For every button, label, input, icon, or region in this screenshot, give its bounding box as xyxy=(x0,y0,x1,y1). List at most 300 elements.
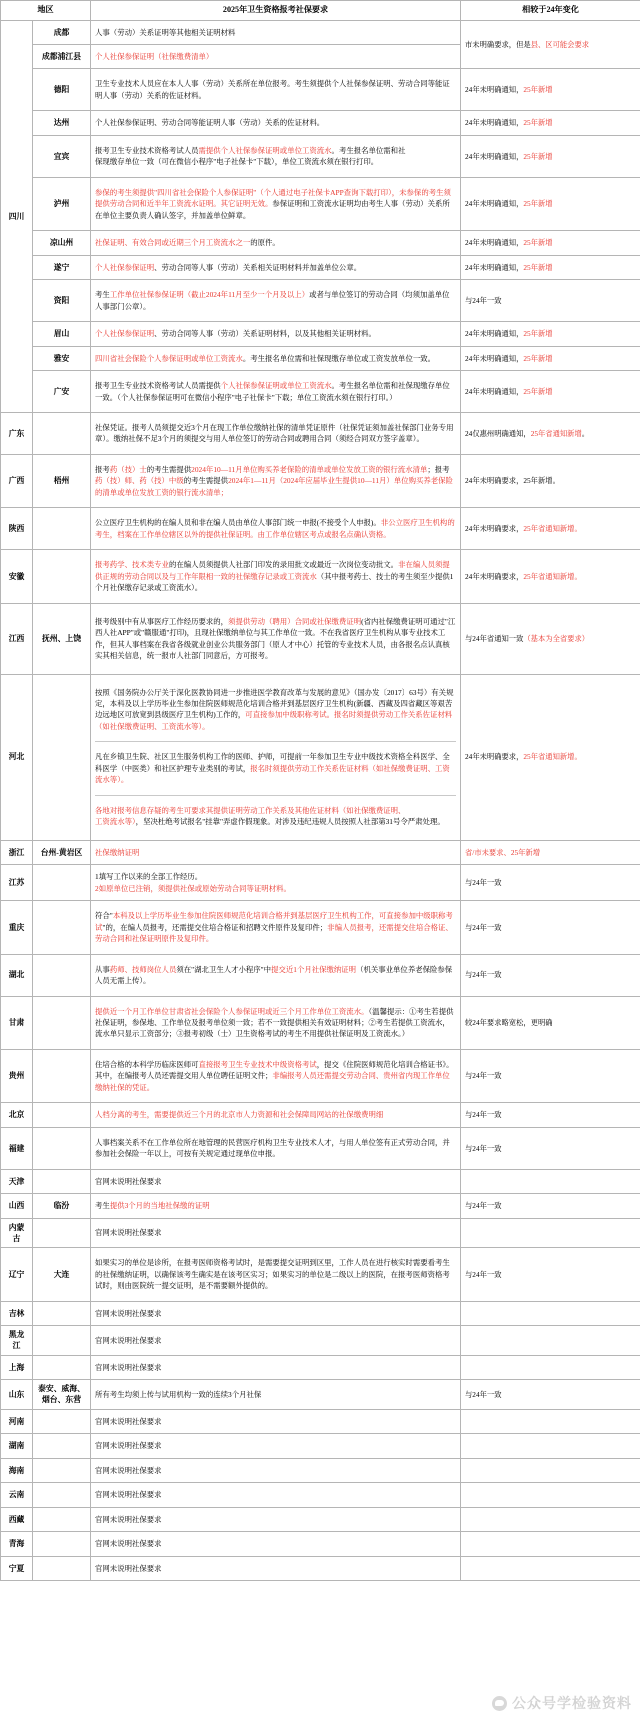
change-cell xyxy=(461,1507,640,1531)
table-row xyxy=(1,231,640,255)
city-cell xyxy=(33,1409,91,1433)
text-run: 与24年一致 xyxy=(465,1143,502,1153)
table-row xyxy=(1,322,640,346)
text-run: 需提供个人社保参保证明或单位工资流水 xyxy=(198,145,332,155)
change-cell xyxy=(461,954,640,996)
requirement-cell xyxy=(91,1409,461,1433)
text-run: 24年未明确通知， xyxy=(465,199,524,209)
requirement-text xyxy=(95,1251,456,1297)
city-cell xyxy=(33,1434,91,1458)
table-row xyxy=(1,1326,640,1356)
change-cell xyxy=(461,996,640,1049)
text-run: 人事档案关系不在工作单位所在地管理的民营医疗机构卫生专业技术人才，与用人单位签有正式劳动合同，并参加社会保险一年以上，可按有关规定通过现单位申报。 xyxy=(95,1137,450,1159)
city-cell xyxy=(33,1483,91,1507)
province-cell: 上海 xyxy=(1,1355,33,1379)
text-run: 工资流水等） xyxy=(95,817,136,827)
text-run: 四川省社会保险个人参保证明或单位工资流水 xyxy=(95,353,243,363)
city-cell xyxy=(33,508,91,550)
text-run: 25年新增 xyxy=(523,85,553,95)
text-run: 卫生专业技术人员应在本人人事（劳动）关系所在单位报考。考生须提供个人社保参保证明、劳动合同等能证明人事（劳动）关系的佐证材料。 xyxy=(95,79,450,100)
text-run: （机关事业单位养老保险参保人员无需上传）。 xyxy=(95,964,453,986)
table-row xyxy=(1,1103,640,1127)
requirement-text xyxy=(95,1511,456,1528)
text-run: 提交近1个月社保缴纳证明 xyxy=(271,964,357,974)
requirement-cell xyxy=(91,177,461,230)
table-row xyxy=(1,1218,640,1248)
change-cell xyxy=(461,135,640,177)
text-run: 药（技）师、药（技）中级 xyxy=(95,476,184,486)
text-run: 按照《国务院办公厅关于深化医教协同进一步推进医学教育改革与发展的意见》（国办发〔2017〕63号）有关规定，本科及以上学历毕业生参加住院医师规范化培训合格并到基层医疗卫生机构(新疆、西藏及四省藏区等艰苦边远地区可放宽到县级医疗卫生机构)工作的， xyxy=(95,687,454,720)
table-row xyxy=(1,69,640,111)
city-cell: 凉山州 xyxy=(33,231,91,255)
city-cell: 达州 xyxy=(33,111,91,135)
requirement-text xyxy=(95,1131,456,1166)
province-cell: 浙江 xyxy=(1,840,33,864)
city-cell: 梧州 xyxy=(33,454,91,507)
text-run: 官网未说明社保要求 xyxy=(95,1490,162,1500)
requirement-cell xyxy=(91,1434,461,1458)
text-run: 符合" xyxy=(95,911,113,921)
table-row xyxy=(1,280,640,322)
text-run: 或者与单位签订的劳动合同（均须加盖单位人事部门公章）。 xyxy=(95,290,450,311)
requirement-cell xyxy=(91,45,461,69)
requirement-text xyxy=(95,416,456,451)
text-run: 提供3个月的当地社保缴的证明 xyxy=(109,1201,210,1211)
requirement-cell xyxy=(91,1127,461,1169)
text-run: 人事（劳动）关系证明等其他相关证明材料 xyxy=(95,27,236,37)
city-cell xyxy=(33,1326,91,1356)
requirement-cell xyxy=(91,1556,461,1580)
city-cell xyxy=(33,996,91,1049)
requirement-cell xyxy=(91,371,461,413)
change-cell xyxy=(461,1301,640,1325)
province-cell: 黑龙江 xyxy=(1,1326,33,1356)
text-run: 报考 xyxy=(95,464,110,474)
requirement-cell xyxy=(91,255,461,279)
text-run: 1填写工作以来的全部工作经历。 xyxy=(95,872,203,882)
text-run: 的在编人员须提供人社部门印发的录用批文或最近一次岗位变动批文。 xyxy=(168,560,399,570)
requirement-text xyxy=(95,283,456,318)
text-run: 药师、技师岗位人员 xyxy=(109,964,177,974)
text-run: 考生 xyxy=(95,1201,110,1211)
change-cell xyxy=(461,1434,640,1458)
text-run: 官网未说明社保要求 xyxy=(95,1362,162,1372)
text-run: 社保证明、有效合同或近期三个月工资流水之一 xyxy=(95,238,251,248)
text-run: 24年未明确通知， xyxy=(465,329,524,339)
table-row xyxy=(1,996,640,1049)
requirement-cell xyxy=(91,901,461,954)
change-cell xyxy=(461,1103,640,1127)
requirement-cell xyxy=(91,550,461,603)
province-cell: 山西 xyxy=(1,1194,33,1218)
city-cell: 遂宁 xyxy=(33,255,91,279)
requirement-text xyxy=(95,1560,456,1577)
text-run: 县、区可能会要求 xyxy=(530,39,590,49)
requirement-cell xyxy=(91,674,461,840)
requirement-text xyxy=(95,844,456,861)
text-run: 25年省通知新增。 xyxy=(523,571,582,581)
text-run: ，提交《住院医师规范化培训合格证书》。其中，在编报考人员还需提交用人单位聘任证明文件； xyxy=(95,1059,454,1081)
text-run: 24年未明确通知， xyxy=(465,262,524,272)
change-cell xyxy=(461,1326,640,1356)
province-cell: 贵州 xyxy=(1,1049,33,1102)
requirement-text xyxy=(95,325,456,342)
column-header-requirement: 2025年卫生资格报考社保要求 xyxy=(91,1,461,21)
requirement-text xyxy=(95,234,456,251)
requirement-cell xyxy=(91,954,461,996)
text-run: 官网未说明社保要求 xyxy=(95,1176,162,1186)
province-cell: 天津 xyxy=(1,1169,33,1193)
text-run: 与24年一致 xyxy=(465,1110,502,1120)
text-run: 25年省通知新增。 xyxy=(523,524,582,534)
province-cell: 安徽 xyxy=(1,550,33,603)
text-run: 官网未说明社保要求 xyxy=(95,1465,162,1475)
text-run: ；报考 xyxy=(427,464,450,474)
province-cell: 青海 xyxy=(1,1532,33,1556)
province-cell: 河北 xyxy=(1,674,33,840)
province-cell: 吉林 xyxy=(1,1301,33,1325)
change-cell xyxy=(461,508,640,550)
city-cell: 德阳 xyxy=(33,69,91,111)
requirement-text xyxy=(95,139,456,174)
requirement-cell xyxy=(91,135,461,177)
text-run: 个人社保参保证明（社保缴费清单） xyxy=(95,52,214,61)
table-row xyxy=(1,1532,640,1556)
text-run: 与24年一致 xyxy=(465,1269,502,1279)
table-header xyxy=(1,1,640,21)
province-cell: 甘肃 xyxy=(1,996,33,1049)
province-cell: 四川 xyxy=(1,20,33,412)
requirement-text xyxy=(95,1413,456,1430)
text-run: (省内社保缴费证明可通过"江西人社APP"或"赣服通"打印)，且现社保缴纳单位与其工作单位一致。不在我省医疗卫生机构从事专业技术工作，但其人事档案在我省各级就业创业公共服务部门（原人才中心）托管的专业技术人员，由各报名点认真核实其相关信息，统一报市人社部门同意后，方可报考。 xyxy=(95,616,456,661)
change-cell xyxy=(461,280,640,322)
province-cell: 广西 xyxy=(1,454,33,507)
table-row xyxy=(1,1355,640,1379)
text-run: 个人社保参保证明 xyxy=(95,262,155,272)
province-cell: 重庆 xyxy=(1,901,33,954)
text-run: 本科及以上学历毕业生参加住院医师规范化培训合格并到基层医疗卫生机构工作，可直接参加中级职称考试 xyxy=(95,911,453,932)
requirement-text xyxy=(95,114,456,131)
change-cell xyxy=(461,346,640,370)
table-row xyxy=(1,1127,640,1169)
text-run: 可直接参加中级职称考试。报名时须提供劳动工作关系佐证材料（如社保缴费证明、工资流水等）。 xyxy=(95,710,453,731)
text-run: 与24年省通知一致 xyxy=(465,633,524,643)
requirement-cell xyxy=(91,1103,461,1127)
text-run: 2024年1—11月（2024年应届毕业生提供10—11月）单位购买养老保险的清单或单位发放工资的银行流水清单； xyxy=(95,476,453,497)
city-cell xyxy=(33,1127,91,1169)
requirement-cell xyxy=(91,346,461,370)
table-row xyxy=(1,1556,640,1580)
text-run: 24年未明确通知， xyxy=(465,85,524,95)
city-cell xyxy=(33,674,91,840)
change-cell xyxy=(461,901,640,954)
change-cell xyxy=(461,840,640,864)
text-run: 报考卫生专业技术资格考试人员 xyxy=(95,145,199,155)
text-run: 直接报考卫生专业技术中级资格考试 xyxy=(198,1059,317,1069)
table-row xyxy=(1,1248,640,1301)
text-run: 参保证明和工资流水证明均由考生人事（劳动）关系所在单位主要负责人确认签字，并加盖单位鲜章。 xyxy=(95,199,450,220)
text-run: 25年新增 xyxy=(523,199,553,209)
change-cell xyxy=(461,1248,640,1301)
change-cell xyxy=(461,1556,640,1580)
city-cell: 雅安 xyxy=(33,346,91,370)
text-run: 官网未说明社保要求 xyxy=(95,1308,162,1318)
city-cell xyxy=(33,865,91,901)
watermark xyxy=(492,1693,632,1713)
city-cell xyxy=(33,954,91,996)
requirement-text xyxy=(95,1359,456,1376)
text-run: 所有考生均须上传与试用机构一致的连续3个月社保 xyxy=(95,1389,262,1399)
requirement-text xyxy=(95,181,456,227)
province-cell: 宁夏 xyxy=(1,1556,33,1580)
change-cell xyxy=(461,1409,640,1433)
text-run: 须在"湖北卫生人才小程序"中 xyxy=(176,964,272,974)
text-run: 25年新增 xyxy=(523,329,553,339)
text-run: 25年新增 xyxy=(523,262,553,272)
requirement-cell xyxy=(91,1458,461,1482)
table-body xyxy=(1,20,640,1581)
text-run: 个人社保参保证明或单位工资流水 xyxy=(220,381,332,391)
text-run: 省/市未要求、25年新增 xyxy=(465,847,541,857)
province-cell: 河南 xyxy=(1,1409,33,1433)
requirement-text xyxy=(95,259,456,276)
city-cell: 大连 xyxy=(33,1248,91,1301)
table-row xyxy=(1,550,640,603)
change-cell xyxy=(461,1218,640,1248)
text-run: 住培合格的本科学历临床医师可 xyxy=(95,1059,199,1069)
change-cell xyxy=(461,1380,640,1410)
requirement-text xyxy=(95,1386,456,1403)
requirement-cell xyxy=(91,865,461,901)
requirement-text xyxy=(95,1535,456,1552)
text-run: 官网未说明社保要求 xyxy=(95,1539,162,1549)
requirement-text xyxy=(95,1000,456,1046)
table-row xyxy=(1,255,640,279)
change-cell xyxy=(461,177,640,230)
text-run: 社保缴纳证明 xyxy=(95,847,140,857)
change-cell xyxy=(461,1049,640,1102)
text-run: 与24年一致 xyxy=(465,970,502,980)
requirement-cell xyxy=(91,1301,461,1325)
text-run: 24年未明确要求， xyxy=(465,752,524,762)
table-row xyxy=(1,865,640,901)
text-run: 官网未说明社保要求 xyxy=(95,1228,162,1238)
text-run: 参保的考生须提供"四川省社会保险个人参保证明"（个人通过电子社保卡APP查询下载打印），未参保的考生须提供劳动合同和近半年工资流水证明。其它证明无效。 xyxy=(95,187,451,209)
change-cell xyxy=(461,322,640,346)
requirement-cell xyxy=(91,1169,461,1193)
text-run: 从事 xyxy=(95,964,110,974)
text-run: 与24年一致 xyxy=(465,922,502,932)
table-row xyxy=(1,1409,640,1433)
province-cell: 广东 xyxy=(1,412,33,454)
requirement-cell xyxy=(91,1483,461,1507)
text-run: 24年未明确通知， xyxy=(465,238,524,248)
requirement-cell xyxy=(91,996,461,1049)
text-run: 市未明确要求，但是 xyxy=(465,39,531,49)
watermark-label: 公众号学检验资料 xyxy=(512,1695,632,1711)
text-run: 。 xyxy=(581,428,590,438)
requirement-text xyxy=(95,1437,456,1454)
province-cell: 山东 xyxy=(1,1380,33,1410)
city-cell: 泸州 xyxy=(33,177,91,230)
requirement-cell xyxy=(91,1218,461,1248)
requirement-cell xyxy=(91,1380,461,1410)
change-cell xyxy=(461,69,640,111)
table-row xyxy=(1,508,640,550)
table-row xyxy=(1,1483,640,1507)
table-row xyxy=(1,1458,640,1482)
change-cell xyxy=(461,454,640,507)
text-run: 2024年10—11月单位购买养老保险的清单或单位发放工资的银行流水清单 xyxy=(191,464,428,474)
text-run: 24年未明确通知， xyxy=(465,118,524,128)
city-cell xyxy=(33,901,91,954)
province-cell: 湖南 xyxy=(1,1434,33,1458)
table-row xyxy=(1,1507,640,1531)
requirement-cell xyxy=(91,603,461,674)
text-run: 官网未说明社保要求 xyxy=(95,1441,162,1451)
requirement-cell xyxy=(91,69,461,111)
text-run: 公立医疗卫生机构的在编人员和非在编人员由单位人事部门统一申报(不接受个人申报)。 xyxy=(95,518,381,528)
text-run: （其中报考药士、技士的考生须至少提供1个月社保缴存记录或工资流水）。 xyxy=(95,571,454,593)
province-cell: 福建 xyxy=(1,1127,33,1169)
requirement-cell xyxy=(91,231,461,255)
requirement-text xyxy=(95,24,456,41)
text-run: 提供近一个月工作单位甘肃省社会保险个人参保证明或近三个月工作单位工资流水。 xyxy=(95,1006,369,1016)
text-run: 25年新增 xyxy=(523,386,553,396)
province-cell: 云南 xyxy=(1,1483,33,1507)
text-run: 25年省通知新增。 xyxy=(523,752,582,762)
city-cell: 广安 xyxy=(33,371,91,413)
text-run: （基本为全省要求） xyxy=(523,633,590,643)
requirement-cell xyxy=(91,1532,461,1556)
change-cell xyxy=(461,111,640,135)
change-cell xyxy=(461,1532,640,1556)
city-cell: 成都 xyxy=(33,20,91,44)
table-row xyxy=(1,954,640,996)
city-cell: 资阳 xyxy=(33,280,91,322)
text-run: 的考生需提供 xyxy=(183,476,229,486)
column-header-region: 地区 xyxy=(1,1,91,21)
requirement-cell xyxy=(91,1049,461,1102)
requirement-cell xyxy=(91,1194,461,1218)
table-row xyxy=(1,371,640,413)
province-cell: 内蒙古 xyxy=(1,1218,33,1248)
province-cell: 江苏 xyxy=(1,865,33,901)
text-run: 24年未明确要求， xyxy=(465,524,524,534)
header-row xyxy=(1,1,640,21)
requirement-cell xyxy=(91,322,461,346)
text-run: 报考级别中有从事医疗工作经历要求的， xyxy=(95,616,229,626)
province-cell: 海南 xyxy=(1,1458,33,1482)
requirement-text xyxy=(95,904,456,950)
requirement-cell xyxy=(91,20,461,44)
city-cell: 台州-黄岩区 xyxy=(33,840,91,864)
text-run: 官网未说明社保要求 xyxy=(95,1416,162,1426)
city-cell xyxy=(33,412,91,454)
city-cell: 抚州、上饶 xyxy=(33,603,91,674)
text-run: 各地对报考信息存疑的考生可要求其提供证明劳动工作关系及其他佐证材料（如社保缴费证明、 xyxy=(95,805,406,815)
table-row xyxy=(1,901,640,954)
requirement-text xyxy=(95,868,456,897)
text-run: （温馨提示：①考生若提供社保证明，参保地、工作单位及报考单位须一致；若不一致提供相关有效证明材料；②考生若提供工资流水，流水单只显示工资部分；③报考初级（士）卫生资格考试的考生不用提供社保证明及工资流水。） xyxy=(95,1006,454,1039)
requirement-text xyxy=(95,607,456,671)
requirement-text xyxy=(95,1224,456,1241)
change-cell xyxy=(461,1483,640,1507)
requirement-paragraph xyxy=(95,796,456,837)
city-cell xyxy=(33,1301,91,1325)
requirement-text xyxy=(95,511,456,546)
city-cell: 眉山 xyxy=(33,322,91,346)
requirement-text xyxy=(95,1462,456,1479)
change-cell xyxy=(461,231,640,255)
column-header-change: 相较于24年变化 xyxy=(461,1,640,21)
text-run: 。考生报名单位需和社保现缴存单位或工资发放单位一致。 xyxy=(242,353,436,363)
table-row xyxy=(1,1049,640,1102)
requirement-text xyxy=(95,1486,456,1503)
text-run: 24年未明确通知， xyxy=(465,353,524,363)
text-run: 。考生报名单位需和社保现缴存单位一致。（个人社保参保证明可在微信小程序"电子社保卡"下载；单位工资流水须在银行打印。） xyxy=(95,381,450,402)
requirement-text xyxy=(95,1332,456,1349)
text-run: 工作单位社保参保证明（截止2024年11月至少一个月及以上） xyxy=(109,290,310,300)
text-run: 与24年一致 xyxy=(465,1201,502,1211)
table-row xyxy=(1,346,640,370)
requirement-text xyxy=(95,1197,456,1214)
requirement-cell xyxy=(91,1248,461,1301)
city-cell xyxy=(33,1507,91,1531)
text-run: 人档分离的考生，需要提供近三个月的北京市人力资源和社会保障局网站的社保缴费明细 xyxy=(95,1110,384,1120)
change-cell xyxy=(461,1355,640,1379)
requirement-cell xyxy=(91,1326,461,1356)
text-run: 非编报考人员还需提交劳动合同、贵州省内现工作单位缴纳社保的凭证。 xyxy=(95,1071,450,1092)
text-run: 与24年一致 xyxy=(465,1389,502,1399)
text-run: 考生 xyxy=(95,290,110,300)
text-run: 保现缴存单位一致（可在微信小程序"电子社保卡"下载），单位工资流水须在银行打印。 xyxy=(95,157,379,167)
text-run: 24年未明确要求，25年新增。 xyxy=(465,476,560,486)
text-run: "的，在编人员报考，还需提交住培合格证和招聘文件原件及复印件； xyxy=(102,922,328,932)
table-row xyxy=(1,111,640,135)
text-run: 如果实习的单位是诊所，在报考医师资格考试时，是需要提交证明到区里，工作人员在进行核实时需要看考生的社保缴纳证明，以确保该考生确实是在该考区实习；如果实习的单位是二级以上的医院，在报考医师资格考试时，则由医院统一提交证明，是不需要额外提供的。 xyxy=(95,1258,450,1291)
text-run: 非公立医疗卫生机构的考生，档案在工作单位辖区以外的提供社保证明。由工作单位辖区考点或报名点确认资格。 xyxy=(95,518,455,539)
change-cell xyxy=(461,1169,640,1193)
change-cell xyxy=(461,865,640,901)
requirement-cell xyxy=(91,454,461,507)
requirement-paragraph xyxy=(95,678,456,743)
requirement-cell xyxy=(91,1507,461,1531)
change-cell xyxy=(461,1194,640,1218)
wechat-icon xyxy=(492,1696,507,1711)
text-run: 与24年一致 xyxy=(465,295,502,305)
requirement-cell xyxy=(91,508,461,550)
requirement-paragraph xyxy=(95,742,456,795)
text-run: 报考药学、技术类专业 xyxy=(95,560,169,570)
city-cell xyxy=(33,1532,91,1556)
table-row xyxy=(1,177,640,230)
city-cell xyxy=(33,1103,91,1127)
table-row xyxy=(1,135,640,177)
requirement-text xyxy=(95,1173,456,1190)
requirement-text xyxy=(95,958,456,993)
text-run: ，坚决杜绝考试报名"挂靠"弄虚作假现象。对涉及违纪违规人员按照人社部第31号令严肃处理。 xyxy=(135,817,445,827)
table-row xyxy=(1,1434,640,1458)
requirement-cell xyxy=(91,840,461,864)
table-row xyxy=(1,412,640,454)
text-run: 25年新增 xyxy=(523,238,553,248)
change-cell xyxy=(461,412,640,454)
city-cell xyxy=(33,1355,91,1379)
requirement-cell xyxy=(91,280,461,322)
requirement-text xyxy=(95,1106,456,1123)
text-run: 个人社保参保证明、劳动合同等能证明人事（劳动）关系的佐证材料。 xyxy=(95,118,325,128)
